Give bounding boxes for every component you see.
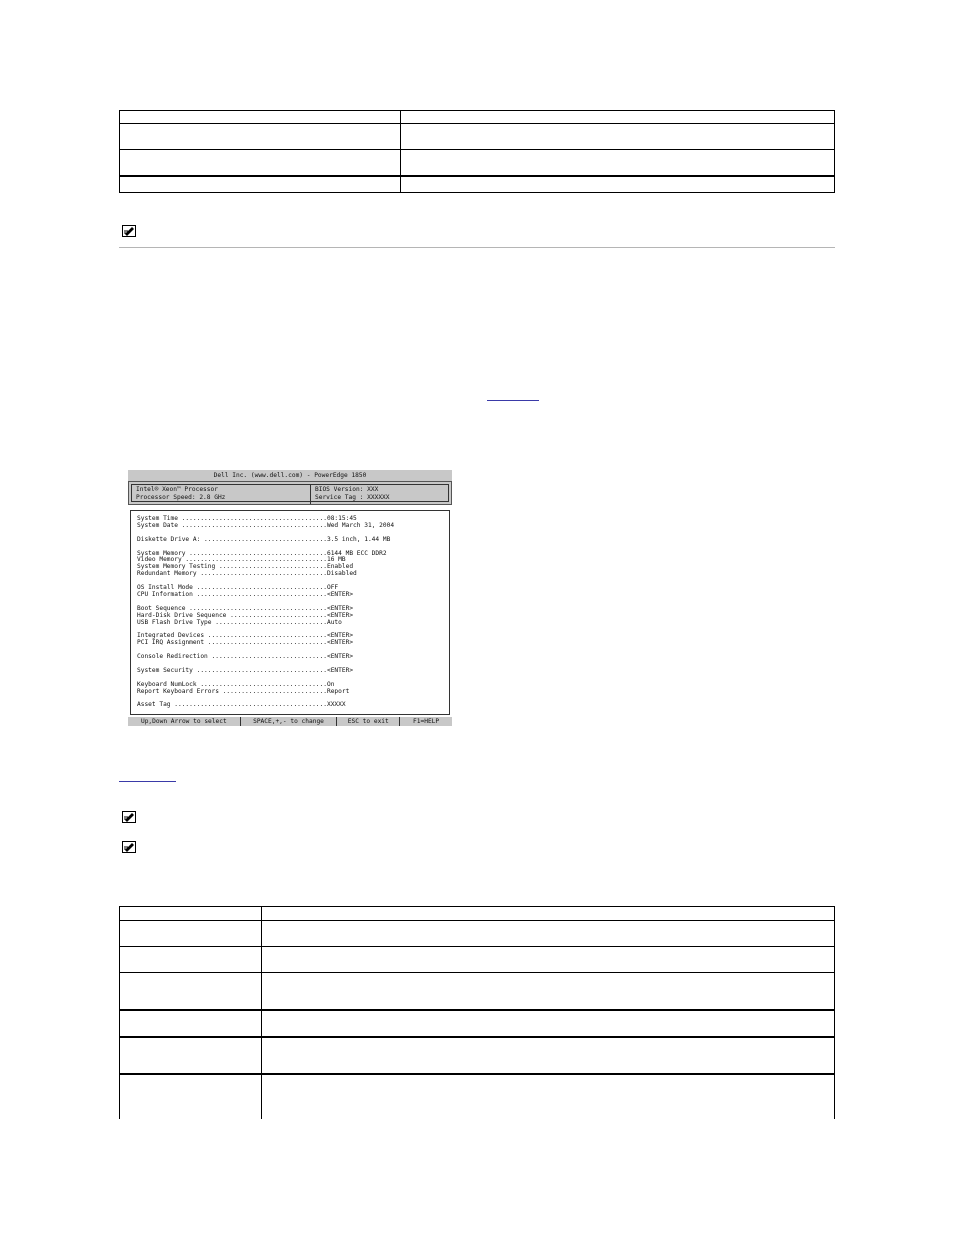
bios-info-box [128,481,452,505]
processor-speed: Processor Speed: 2.8 GHz [136,494,226,501]
table-row [120,947,835,973]
bios-setup-screenshot [128,470,452,727]
bios-setting-row: System Date .......................................Wed March 31, 2004 [137,521,395,529]
top-table [119,110,835,193]
footer-exit-hint: ESC to exit [337,717,400,726]
table-row [120,973,835,1011]
table-row [120,111,835,124]
table-row [120,921,835,947]
link[interactable] [487,400,539,401]
bios-setting-row: Video Memory ......................................16 MB [137,556,346,564]
bios-setting-row: Keyboard NumLock ..................................On [137,680,335,688]
bios-setting-row: Hard-Disk Drive Sequence ..........................<ENTER> [137,611,354,619]
bios-setting-row: Asset Tag .........................................XXXXX [137,701,346,709]
footer-help-hint: F1=HELP [413,718,440,725]
bios-settings-list [130,510,450,715]
table-row [120,907,835,921]
bios-version: BIOS Version: XXX [315,486,379,493]
bottom-table [119,906,835,1119]
table-row [120,1010,835,1037]
table-row [120,1074,835,1119]
bios-setting-row: Report Keyboard Errors ............................Report [137,687,350,695]
table-row [120,124,835,150]
bios-setting-row: CPU Information ...................................<ENTER> [137,590,354,598]
bios-setting-row: Diskette Drive A: .................................3.5 inch, 1.44 MB [137,535,391,543]
footer-change-hint: SPACE,+,- to change [241,717,338,726]
processor-name: Intel® Xeon™ Processor [136,486,218,493]
bios-setting-row: System Time .......................................08:15:45 [137,515,357,522]
note-icon [122,225,136,237]
link[interactable] [119,781,176,782]
divider [119,247,835,248]
bios-footer [128,717,452,726]
bios-setting-row: Boot Sequence .....................................<ENTER> [137,604,354,612]
bios-setting-row: System Memory Testing .............................Enabled [137,563,354,571]
table-row [120,150,835,177]
bios-setting-row: Console Redirection ...............................<ENTER> [137,653,354,660]
note-icon [122,811,136,823]
bios-setting-row: Integrated Devices ................................<ENTER> [137,632,354,640]
note-icon [122,841,136,853]
bios-setting-row: Redundant Memory ..................................Disabled [137,570,357,578]
bios-setting-row: System Memory .....................................6144 MB ECC DDR2 [137,549,387,557]
bios-setting-row: System Security ...................................<ENTER> [137,666,354,674]
table-row [120,1037,835,1074]
bios-setting-row: USB Flash Drive Type ..............................Auto [137,618,342,626]
service-tag: Service Tag : XXXXXX [315,494,390,501]
table-row [120,176,835,193]
bios-setting-row: OS Install Mode ...................................OFF [137,584,339,591]
footer-select-hint: Up,Down Arrow to select [128,717,241,726]
bios-title: Dell Inc. (www.dell.com) - PowerEdge 1850 [128,470,452,481]
bios-setting-row: PCI IRQ Assignment ................................<ENTER> [137,639,354,647]
